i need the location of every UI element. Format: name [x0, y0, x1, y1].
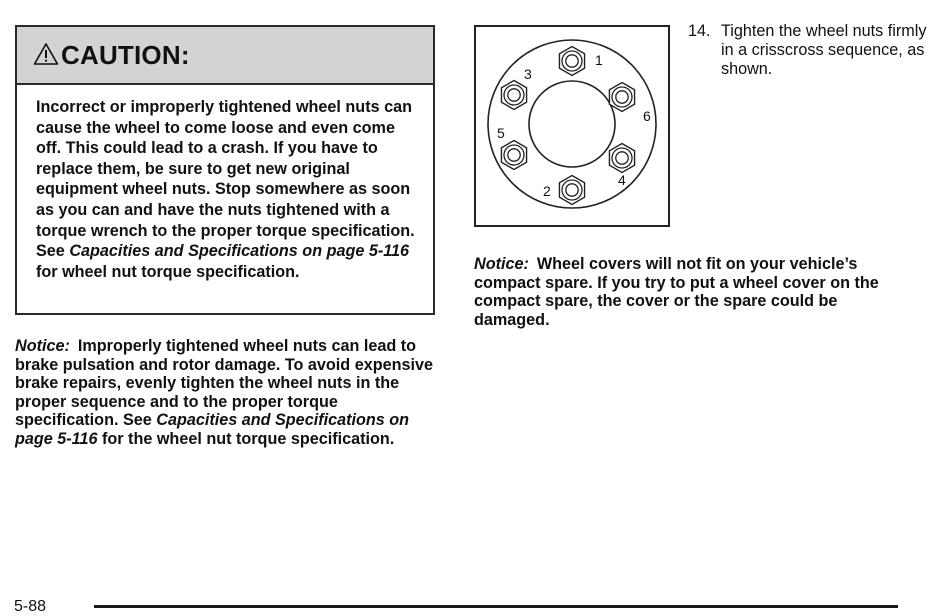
- notice-reference: Capacities and Specifications on page 5-116: [15, 411, 410, 448]
- nut-label-2: 2: [543, 183, 551, 199]
- step-14: [688, 22, 928, 79]
- wheel-nut-6: [501, 81, 526, 110]
- caution-box: [15, 25, 435, 315]
- nut-label-4: 4: [618, 172, 626, 188]
- notice-label: Notice:: [474, 255, 529, 273]
- footer-rule: [94, 605, 898, 608]
- notice-label: Notice:: [15, 337, 70, 355]
- caution-text: Incorrect or improperly tightened wheel nuts can cause the wheel to come loose and even come off. This could lead to a crash. If you have to replace them, be sure to get new original equipment wheel nuts. Stop somewhere as soon as you can and have the nuts tightened with a torque wrench to the proper torque specification. See: [36, 98, 415, 261]
- caution-body: [17, 85, 433, 282]
- nut-label-5: 5: [497, 125, 505, 141]
- nut-label-6: 6: [643, 108, 651, 124]
- step-number: 14.: [688, 22, 711, 40]
- nut-label-1: 1: [595, 52, 603, 68]
- notice-brake-pulsation: [15, 337, 435, 449]
- notice-text: Improperly tightened wheel nuts can lead to brake pulsation and rotor damage. To avoid expensive brake repairs, evenly tighten the wheel nuts in the proper sequence and to the proper torque specification. See: [15, 337, 433, 430]
- notice-text-end: for the wheel nut torque specification.: [97, 429, 395, 448]
- wheel-nut-3: [609, 144, 634, 173]
- nut-label-3: 3: [524, 66, 532, 82]
- notice-wheel-covers: [474, 255, 914, 329]
- caution-title: CAUTION:: [61, 39, 190, 70]
- caution-header: [17, 27, 433, 85]
- notice-text: Wheel covers will not fit on your vehicle’s compact spare. If you try to put a wheel cover on the compact spare, the cover or the spare could be damaged.: [474, 255, 879, 329]
- wheel-nut-4: [559, 176, 584, 205]
- page-number: 5-88: [14, 598, 47, 615]
- wheel-nut-2: [609, 83, 634, 112]
- step-text: Tighten the wheel nuts firmly in a crisscross sequence, as shown.: [721, 22, 927, 78]
- wheel-center-bore: [529, 81, 615, 167]
- wheel-illustration: [476, 27, 668, 225]
- wheel-nut-5: [501, 141, 526, 170]
- caution-text-end: for wheel nut torque specification.: [36, 262, 300, 281]
- wheel-nut-sequence-diagram: [474, 25, 670, 227]
- wheel-nut-1: [559, 47, 584, 76]
- caution-reference: Capacities and Specifications on page 5-116: [69, 242, 410, 261]
- warning-triangle-icon: [33, 42, 59, 66]
